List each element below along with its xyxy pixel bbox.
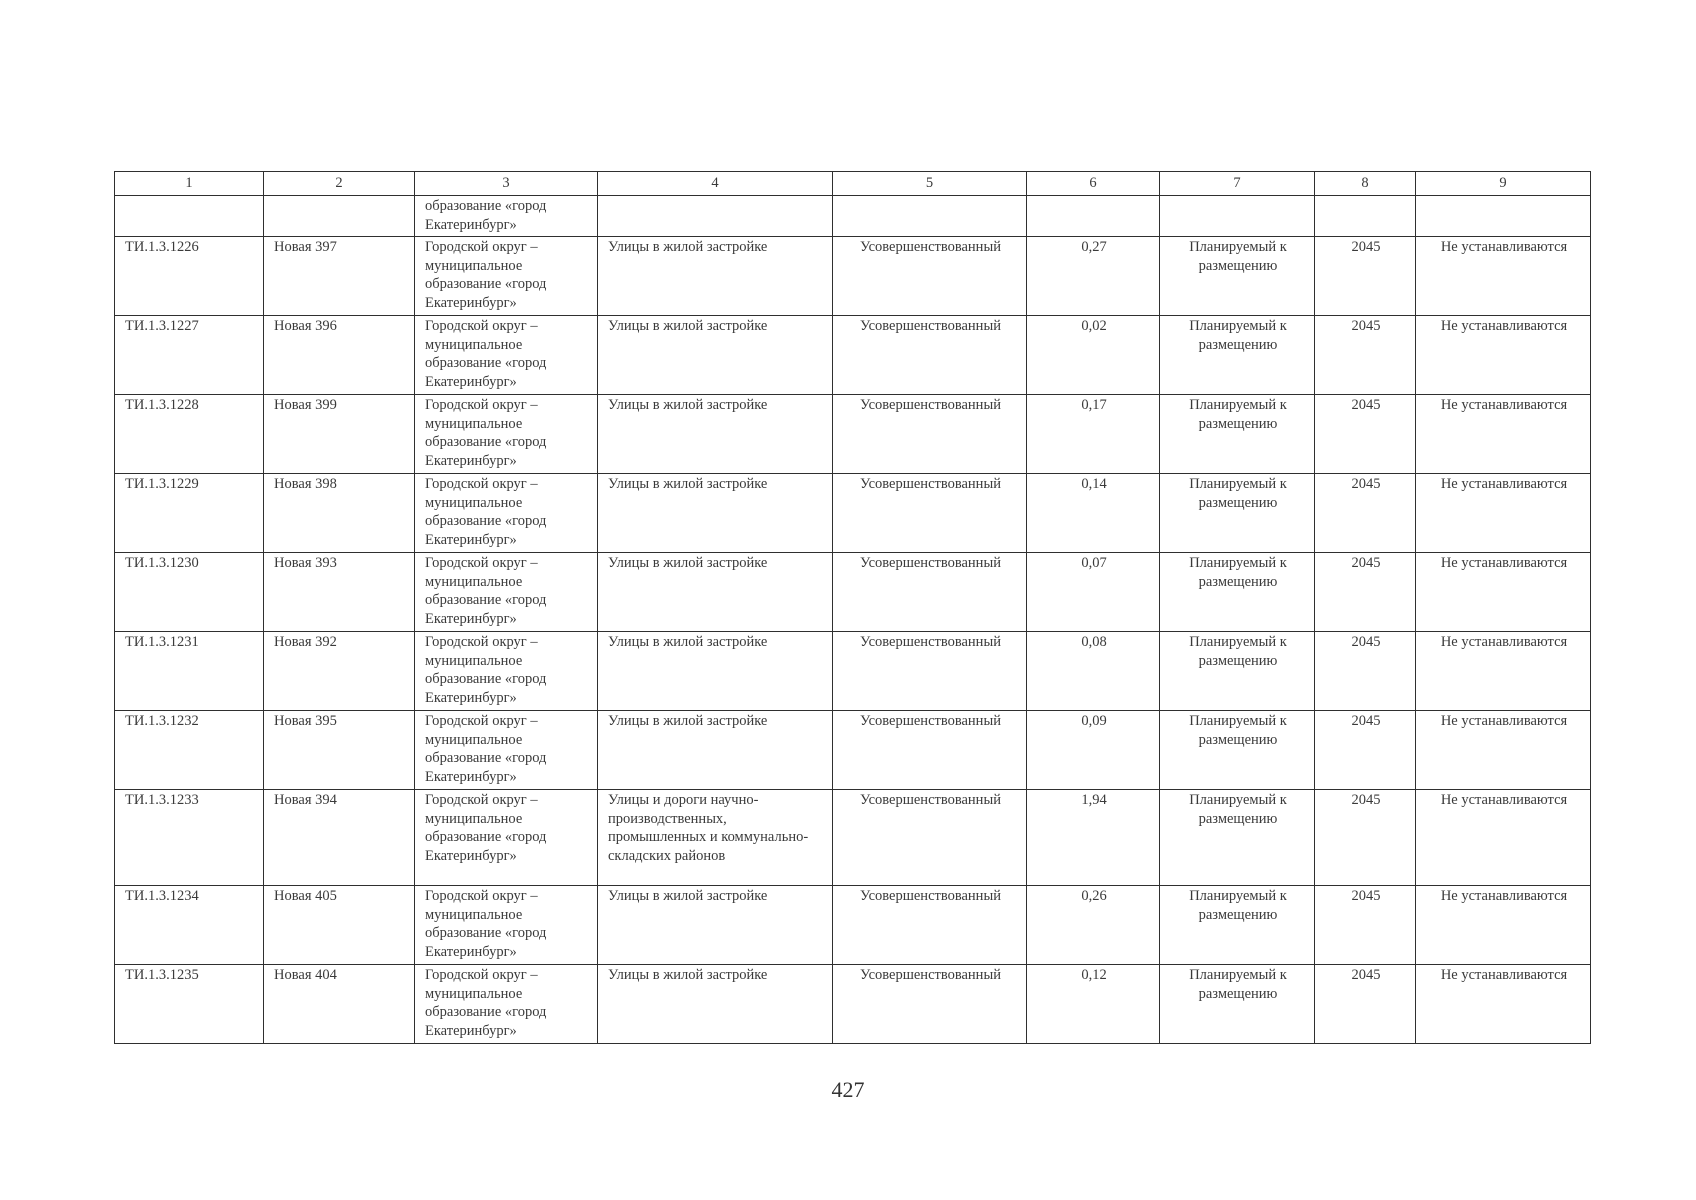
object-status: Планируемый к размещению: [1160, 790, 1315, 886]
table-row: [115, 316, 1591, 395]
object-code: ТИ.1.3.1227: [115, 316, 264, 395]
zones-note: Не устанавливаются: [1416, 395, 1591, 474]
length-value: 1,94: [1027, 790, 1160, 886]
pavement-type: Усовершенствованный: [833, 711, 1027, 790]
column-number-header: [115, 172, 1591, 196]
object-code: ТИ.1.3.1235: [115, 965, 264, 1044]
pavement-type: Усовершенствованный: [833, 790, 1027, 886]
pavement-type: Усовершенствованный: [833, 553, 1027, 632]
object-name: Новая 394: [264, 790, 415, 886]
object-status: Планируемый к размещению: [1160, 316, 1315, 395]
table-cell: [1160, 196, 1315, 237]
table-cell: образование «город Екатеринбург»: [415, 196, 598, 237]
object-status: Планируемый к размещению: [1160, 632, 1315, 711]
table-cell: [115, 196, 264, 237]
object-type: Улицы в жилой застройке: [598, 711, 833, 790]
object-code: ТИ.1.3.1229: [115, 474, 264, 553]
target-year: 2045: [1315, 395, 1416, 474]
municipality: Городской округ – муниципальное образование «город Екатеринбург»: [415, 632, 598, 711]
pavement-type: Усовершенствованный: [833, 395, 1027, 474]
length-value: 0,09: [1027, 711, 1160, 790]
object-code: ТИ.1.3.1232: [115, 711, 264, 790]
object-type: Улицы в жилой застройке: [598, 632, 833, 711]
length-value: 0,17: [1027, 395, 1160, 474]
municipality: Городской округ – муниципальное образование «город Екатеринбург»: [415, 553, 598, 632]
target-year: 2045: [1315, 632, 1416, 711]
length-value: 0,02: [1027, 316, 1160, 395]
object-name: Новая 405: [264, 886, 415, 965]
target-year: 2045: [1315, 553, 1416, 632]
zones-note: Не устанавливаются: [1416, 965, 1591, 1044]
object-type: Улицы в жилой застройке: [598, 553, 833, 632]
continuation-row: [115, 196, 1591, 237]
target-year: 2045: [1315, 886, 1416, 965]
target-year: 2045: [1315, 965, 1416, 1044]
object-status: Планируемый к размещению: [1160, 711, 1315, 790]
object-name: Новая 395: [264, 711, 415, 790]
object-code: ТИ.1.3.1233: [115, 790, 264, 886]
object-type: Улицы и дороги научно-производственных, промышленных и коммунально-складских районов: [598, 790, 833, 886]
table-row: [115, 474, 1591, 553]
length-value: 0,26: [1027, 886, 1160, 965]
zones-note: Не устанавливаются: [1416, 632, 1591, 711]
target-year: 2045: [1315, 237, 1416, 316]
object-type: Улицы в жилой застройке: [598, 395, 833, 474]
target-year: 2045: [1315, 316, 1416, 395]
municipality: Городской округ – муниципальное образование «город Екатеринбург»: [415, 790, 598, 886]
target-year: 2045: [1315, 711, 1416, 790]
object-type: Улицы в жилой застройке: [598, 474, 833, 553]
length-value: 0,27: [1027, 237, 1160, 316]
object-status: Планируемый к размещению: [1160, 886, 1315, 965]
header-cell: 4: [598, 172, 833, 196]
length-value: 0,07: [1027, 553, 1160, 632]
object-name: Новая 392: [264, 632, 415, 711]
municipality: Городской округ – муниципальное образование «город Екатеринбург»: [415, 965, 598, 1044]
length-value: 0,08: [1027, 632, 1160, 711]
object-name: Новая 399: [264, 395, 415, 474]
zones-note: Не устанавливаются: [1416, 553, 1591, 632]
pavement-type: Усовершенствованный: [833, 474, 1027, 553]
header-cell: 9: [1416, 172, 1591, 196]
header-cell: 3: [415, 172, 598, 196]
object-code: ТИ.1.3.1231: [115, 632, 264, 711]
object-name: Новая 396: [264, 316, 415, 395]
object-code: ТИ.1.3.1230: [115, 553, 264, 632]
table-cell: [1416, 196, 1591, 237]
table-cell: [264, 196, 415, 237]
objects-table: [114, 171, 1591, 1044]
object-type: Улицы в жилой застройке: [598, 237, 833, 316]
page-number: 427: [831, 1077, 865, 1102]
header-cell: 7: [1160, 172, 1315, 196]
object-type: Улицы в жилой застройке: [598, 316, 833, 395]
object-code: ТИ.1.3.1228: [115, 395, 264, 474]
object-name: Новая 398: [264, 474, 415, 553]
table-row: [115, 553, 1591, 632]
object-status: Планируемый к размещению: [1160, 474, 1315, 553]
object-name: Новая 397: [264, 237, 415, 316]
municipality: Городской округ – муниципальное образование «город Екатеринбург»: [415, 237, 598, 316]
table-cell: [833, 196, 1027, 237]
table-row: [115, 965, 1591, 1044]
pavement-type: Усовершенствованный: [833, 632, 1027, 711]
object-name: Новая 404: [264, 965, 415, 1044]
target-year: 2045: [1315, 474, 1416, 553]
table-row: [115, 632, 1591, 711]
length-value: 0,12: [1027, 965, 1160, 1044]
length-value: 0,14: [1027, 474, 1160, 553]
object-status: Планируемый к размещению: [1160, 395, 1315, 474]
pavement-type: Усовершенствованный: [833, 886, 1027, 965]
pavement-type: Усовершенствованный: [833, 965, 1027, 1044]
zones-note: Не устанавливаются: [1416, 316, 1591, 395]
table-cell: [598, 196, 833, 237]
municipality: Городской округ – муниципальное образование «город Екатеринбург»: [415, 474, 598, 553]
zones-note: Не устанавливаются: [1416, 474, 1591, 553]
zones-note: Не устанавливаются: [1416, 237, 1591, 316]
municipality: Городской округ – муниципальное образование «город Екатеринбург»: [415, 316, 598, 395]
object-name: Новая 393: [264, 553, 415, 632]
pavement-type: Усовершенствованный: [833, 316, 1027, 395]
table-row: [115, 395, 1591, 474]
header-cell: 2: [264, 172, 415, 196]
header-cell: 5: [833, 172, 1027, 196]
table-cell: [1027, 196, 1160, 237]
zones-note: Не устанавливаются: [1416, 886, 1591, 965]
object-code: ТИ.1.3.1234: [115, 886, 264, 965]
pavement-type: Усовершенствованный: [833, 237, 1027, 316]
table-row: [115, 886, 1591, 965]
table-row: [115, 790, 1591, 886]
object-status: Планируемый к размещению: [1160, 965, 1315, 1044]
object-status: Планируемый к размещению: [1160, 237, 1315, 316]
table-row: [115, 237, 1591, 316]
table-cell: [1315, 196, 1416, 237]
table-row: [115, 711, 1591, 790]
target-year: 2045: [1315, 790, 1416, 886]
header-cell: 1: [115, 172, 264, 196]
municipality: Городской округ – муниципальное образование «город Екатеринбург»: [415, 395, 598, 474]
municipality: Городской округ – муниципальное образование «город Екатеринбург»: [415, 711, 598, 790]
zones-note: Не устанавливаются: [1416, 711, 1591, 790]
zones-note: Не устанавливаются: [1416, 790, 1591, 886]
object-code: ТИ.1.3.1226: [115, 237, 264, 316]
header-cell: 8: [1315, 172, 1416, 196]
object-type: Улицы в жилой застройке: [598, 965, 833, 1044]
object-type: Улицы в жилой застройке: [598, 886, 833, 965]
municipality: Городской округ – муниципальное образование «город Екатеринбург»: [415, 886, 598, 965]
header-cell: 6: [1027, 172, 1160, 196]
object-status: Планируемый к размещению: [1160, 553, 1315, 632]
